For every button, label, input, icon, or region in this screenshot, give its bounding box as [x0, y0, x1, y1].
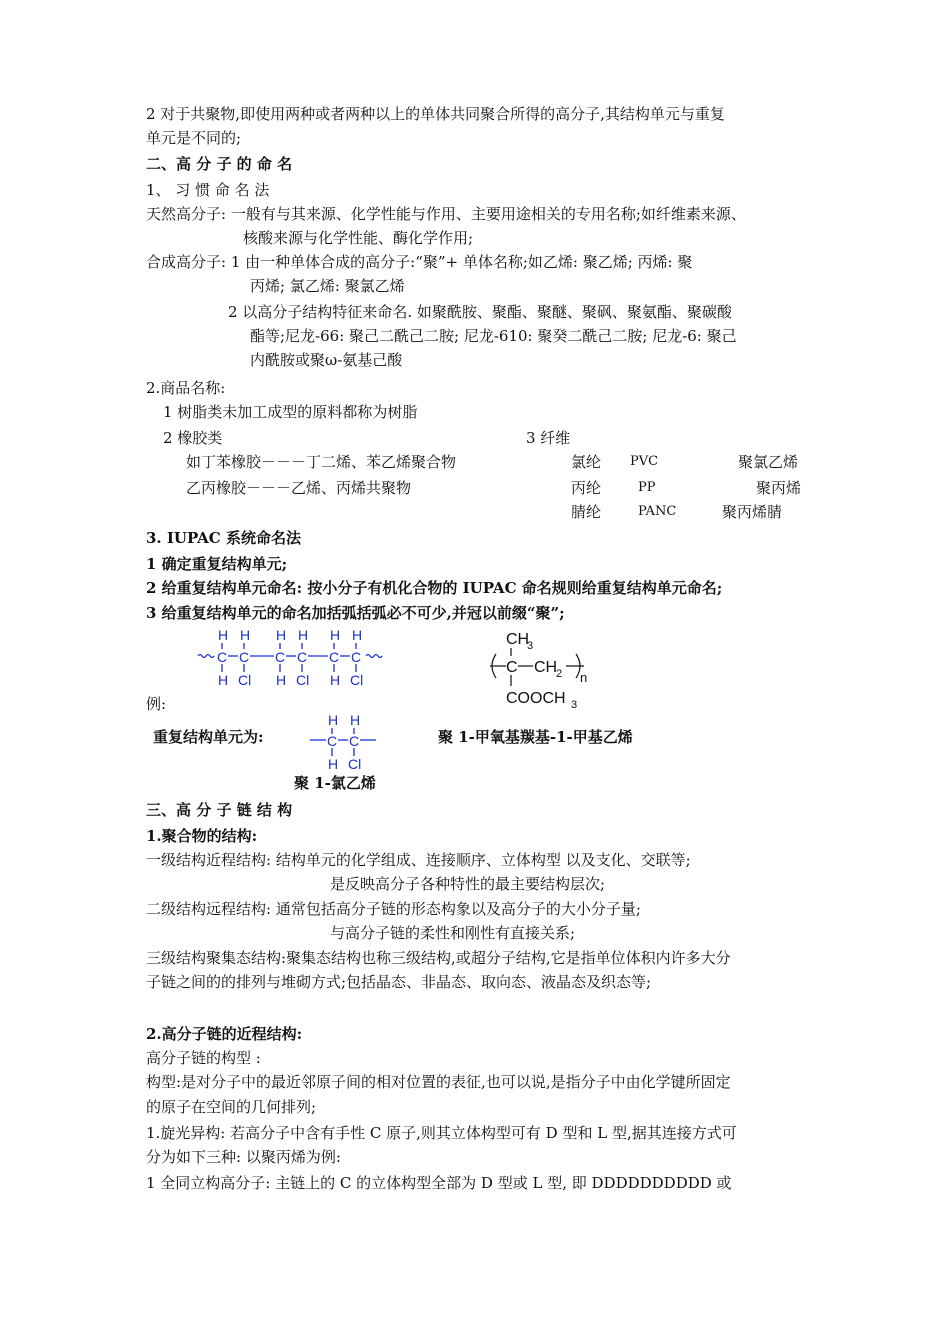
atom-h: H — [330, 672, 341, 688]
atom-c: C — [275, 649, 286, 665]
fiber-abbr-panc: PANC — [638, 504, 677, 519]
section-3-title: 三、高 分 子 链 结 构 — [146, 801, 293, 819]
atom-cl: Cl — [238, 672, 252, 688]
atom-h: H — [240, 627, 251, 643]
atom-h: H — [328, 712, 339, 728]
rubber-item-sbr: 如丁苯橡胶－－－丁二烯、苯乙烯聚合物 — [186, 453, 457, 471]
iupac-title: 3. IUPAC 系统命名法 — [146, 529, 301, 547]
structure-naming-3: 内酰胺或聚ω-氨基己酸 — [250, 351, 403, 369]
subscript-n: n — [580, 670, 588, 685]
secondary-structure-note: 与高分子链的柔性和刚性有直接关系; — [330, 924, 576, 942]
atom-h: H — [218, 672, 229, 688]
atom-h: H — [276, 672, 287, 688]
atom-h: H — [328, 756, 339, 772]
example-label: 例: — [146, 695, 167, 713]
commercial-resin: 1 树脂类未加工成型的原料都称为树脂 — [163, 403, 418, 421]
atom-h: H — [352, 627, 363, 643]
natural-polymer-1: 天然高分子: 一般有与其来源、化学性能与作用、主要用途相关的专用名称;如纤维素来源、 — [146, 205, 746, 223]
subscript-3: 3 — [527, 640, 534, 652]
fiber-abbr-pvc: PVC — [630, 454, 659, 469]
pvc-name: 聚 1-氯乙烯 — [294, 774, 376, 792]
fiber-poly-pvc: 聚氯乙烯 — [738, 453, 799, 471]
iupac-step-1: 1 确定重复结构单元; — [146, 555, 288, 573]
atom-c: C — [297, 649, 308, 665]
atom-h: H — [218, 627, 229, 643]
atom-c: C — [329, 649, 340, 665]
group-cooch3: COOCH — [506, 690, 566, 707]
commercial-fiber: 3 纤维 — [526, 429, 571, 447]
primary-structure-note: 是反映高分子各种特性的最主要结构层次; — [330, 875, 606, 893]
para-copolymer-1: 2 对于共聚物,即使用两种或者两种以上的单体共同聚合所得的高分子,其结构单元与重复 — [146, 105, 725, 123]
natural-polymer-2: 核酸来源与化学性能、酶化学作用; — [243, 229, 474, 247]
atom-c: C — [217, 649, 228, 665]
subscript-2: 2 — [556, 668, 563, 680]
synthetic-polymer-2: 丙烯; 氯乙烯: 聚氯乙烯 — [250, 277, 405, 295]
group-ch3: CH — [506, 631, 530, 648]
fiber-poly-pp: 聚丙烯 — [756, 479, 802, 497]
optical-isomerism-2: 分为如下三种: 以聚丙烯为例: — [146, 1148, 341, 1166]
optical-isomerism-1: 1.旋光异构: 若高分子中含有手性 C 原子,则其立体构型可有 D 型和 L 型,据其连接方式可 — [146, 1124, 737, 1142]
atom-cl: Cl — [296, 672, 310, 688]
atom-h: H — [298, 627, 309, 643]
para-copolymer-2: 单元是不同的; — [146, 129, 242, 147]
pmma-structure — [484, 624, 604, 716]
repeat-unit-structure — [306, 709, 386, 779]
atom-cl: Cl — [350, 672, 364, 688]
iupac-step-3: 3 给重复结构单元的命名加括弧括弧必不可少,并冠以前缀“聚”; — [146, 604, 565, 622]
rubber-item-epr: 乙丙橡胶－－－乙烯、丙烯共聚物 — [186, 479, 412, 497]
fiber-name-panc: 腈纶 — [571, 503, 602, 521]
polymer-structure-title: 1.聚合物的结构: — [146, 827, 258, 845]
tertiary-structure-2: 子链之间的的排列与堆砌方式;包括晶态、非晶态、取向态、液晶态及织态等; — [146, 973, 652, 991]
atom-h: H — [330, 627, 341, 643]
pmma-name: 聚 1-甲氧基羰基-1-甲基乙烯 — [438, 728, 633, 746]
structure-naming-1: 2 以高分子结构特征来命名. 如聚酰胺、聚酯、聚醚、聚砜、聚氨酯、聚碳酸 — [228, 303, 732, 321]
section-2-title: 二、高 分 子 的 命 名 — [146, 155, 293, 173]
commercial-title: 2.商品名称: — [146, 379, 226, 397]
primary-structure: 一级结构近程结构: 结构单元的化学组成、连接顺序、立体构型 以及支化、交联等; — [146, 851, 691, 869]
configuration-def-2: 的原子在空间的几何排列; — [146, 1098, 317, 1116]
atom-c: C — [327, 733, 338, 749]
fiber-abbr-pp: PP — [638, 480, 656, 495]
atom-c: C — [351, 649, 362, 665]
atom-h: H — [276, 627, 287, 643]
tertiary-structure-1: 三级结构聚集态结构:聚集态结构也称三级结构,或超分子结构,它是指单位体积内许多大分 — [146, 949, 731, 967]
pvc-chain-structure — [196, 624, 386, 694]
fiber-name-pp: 丙纶 — [571, 479, 602, 497]
fiber-poly-panc: 聚丙烯腈 — [722, 503, 783, 521]
synthetic-polymer-1: 合成高分子: 1 由一种单体合成的高分子:“聚”+ 单体名称;如乙烯: 聚乙烯; 丙烯: 聚 — [146, 253, 693, 271]
fiber-name-pvc: 氯纶 — [571, 453, 602, 471]
structure-naming-2: 酯等;尼龙-66: 聚己二酰己二胺; 尼龙-610: 聚癸二酰己二胺; 尼龙-6: 聚己 — [250, 327, 737, 345]
configuration-title: 高分子链的构型 : — [146, 1049, 261, 1067]
atom-c: C — [239, 649, 250, 665]
commercial-rubber: 2 橡胶类 — [163, 429, 223, 447]
iupac-step-2: 2 给重复结构单元命名: 按小分子有机化合物的 IUPAC 命名规则给重复结构单元命名; — [146, 579, 723, 597]
secondary-structure: 二级结构远程结构: 通常包括高分子链的形态构象以及高分子的大小分子量; — [146, 900, 641, 918]
subscript-3: 3 — [571, 699, 578, 711]
atom-c: C — [506, 659, 518, 676]
configuration-def-1: 构型:是对分子中的最近邻原子间的相对位置的表征,也可以说,是指分子中由化学键所固定 — [146, 1073, 731, 1091]
subsection-habitual-naming: 1、 习 惯 命 名 法 — [146, 181, 270, 199]
group-ch2: CH — [534, 659, 558, 676]
isotactic-line: 1 全同立构高分子: 主链上的 C 的立体构型全部为 D 型或 L 型, 即 DDDDDDDDDD 或 — [146, 1174, 732, 1192]
repeat-unit-label: 重复结构单元为: — [153, 728, 264, 746]
atom-cl: Cl — [348, 756, 362, 772]
atom-c: C — [349, 733, 360, 749]
atom-h: H — [350, 712, 361, 728]
short-range-title: 2.高分子链的近程结构: — [146, 1025, 303, 1043]
